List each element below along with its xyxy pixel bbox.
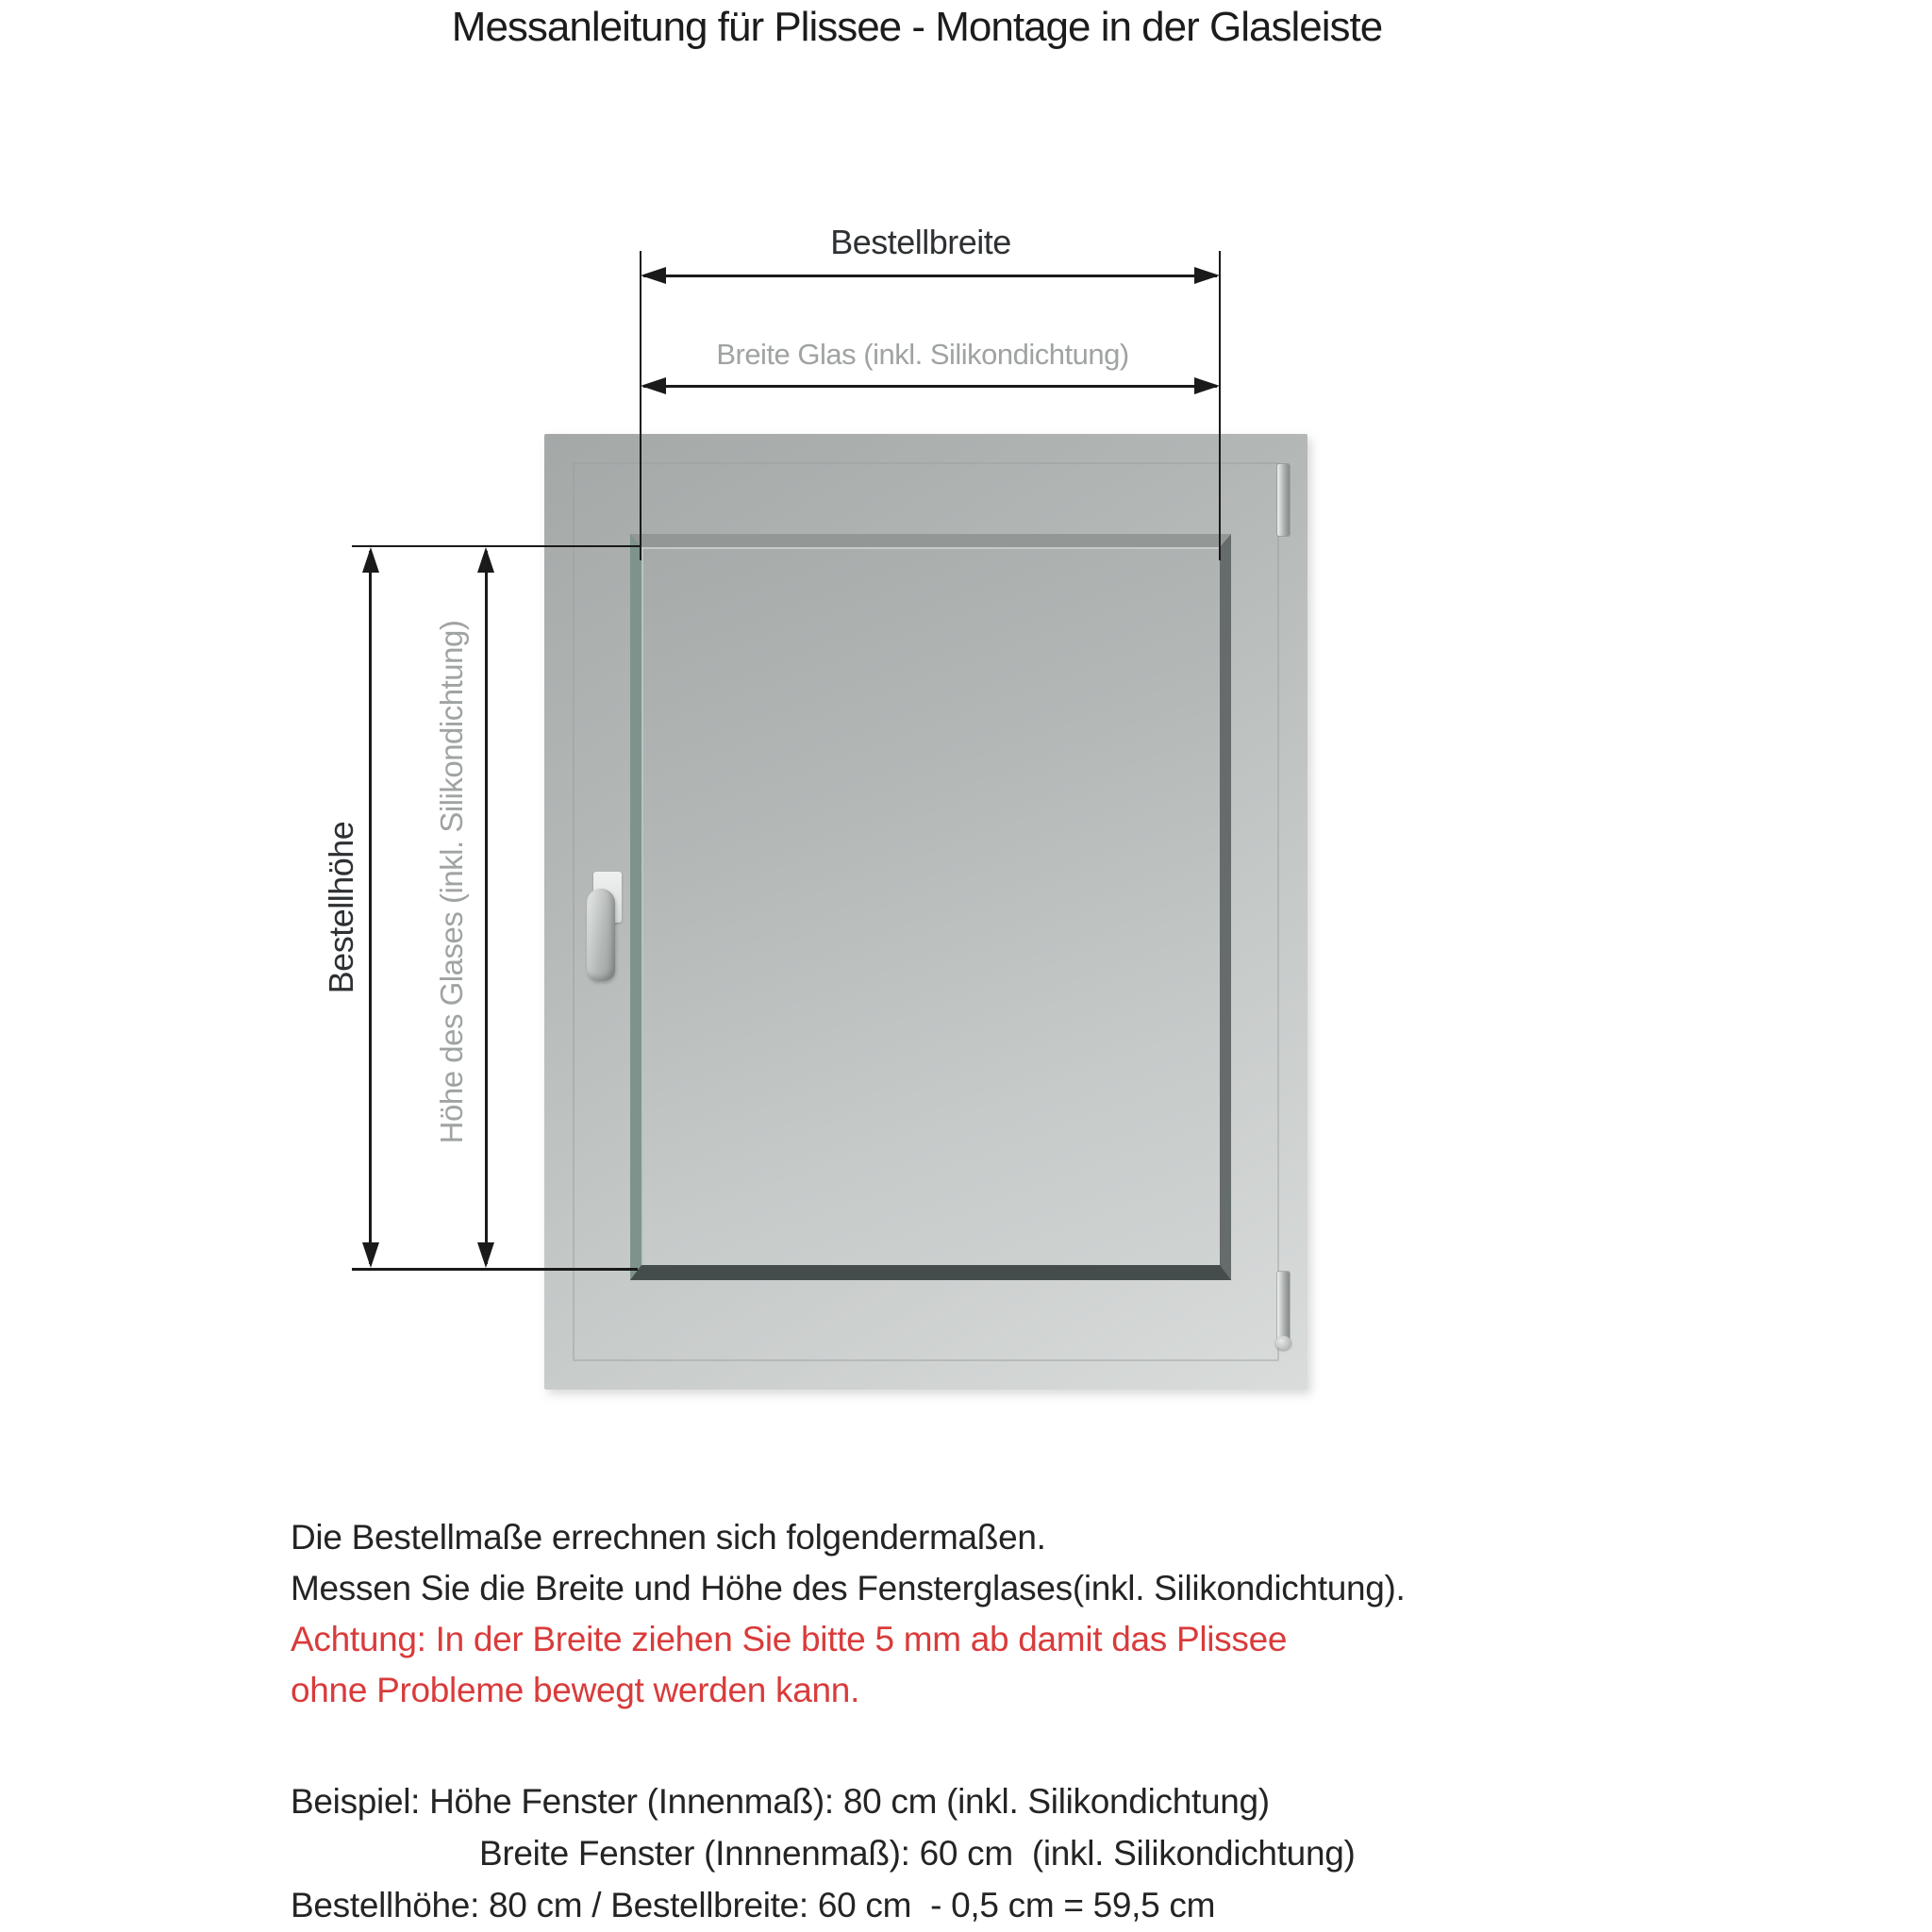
window-illustration <box>544 434 1307 1390</box>
window-handle <box>587 889 615 981</box>
bestellbreite-label: Bestellbreite <box>830 223 1011 261</box>
breite-glas-label: Breite Glas (inkl. Silikondichtung) <box>716 338 1129 371</box>
window-glass-pane <box>630 534 1231 1280</box>
extension-line-height-bottom <box>352 1268 638 1271</box>
arrowhead-up-icon <box>477 547 494 573</box>
extension-line-height-top <box>352 545 641 547</box>
breite-glas-dimension-line <box>643 385 1217 388</box>
warning-line-2: ohne Probleme bewegt werden kann. <box>291 1671 860 1709</box>
instruction-text-block <box>291 1512 1706 1716</box>
extension-line-width-right <box>1219 251 1221 560</box>
arrowhead-left-icon <box>641 267 666 284</box>
arrowhead-left-icon <box>641 377 666 394</box>
example-line-3: Bestellhöhe: 80 cm / Bestellbreite: 60 cm - 0,5 cm = 59,5 cm <box>291 1886 1216 1924</box>
example-line-1: Beispiel: Höhe Fenster (Innenmaß): 80 cm (inkl. Silikondichtung) <box>291 1782 1270 1821</box>
window-hinge-bottom <box>1277 1272 1290 1340</box>
hoehe-glas-label: Höhe des Glases (inkl. Silikondichtung) <box>434 620 469 1144</box>
example-text-block <box>291 1775 1762 1931</box>
bestellhoehe-label: Bestellhöhe <box>322 821 360 994</box>
window-hinge-top <box>1277 464 1290 536</box>
arrowhead-right-icon <box>1194 267 1220 284</box>
bestellbreite-dimension-line <box>643 275 1217 277</box>
page-title: Messanleitung für Plissee - Montage in der Glasleiste <box>451 4 1383 50</box>
window-hinge-knob <box>1275 1336 1291 1350</box>
example-line-2: Breite Fenster (Innnenmaß): 60 cm (inkl. Silikondichtung) <box>479 1834 1356 1873</box>
arrowhead-down-icon <box>477 1242 494 1268</box>
arrowhead-down-icon <box>362 1242 379 1268</box>
instruction-line-2: Messen Sie die Breite und Höhe des Fensterglases(inkl. Silikondichtung). <box>291 1569 1406 1607</box>
arrowhead-right-icon <box>1194 377 1220 394</box>
hoehe-glas-dimension-line <box>485 551 488 1264</box>
warning-line-1: Achtung: In der Breite ziehen Sie bitte 5 mm ab damit das Plissee <box>291 1620 1288 1658</box>
bestellhoehe-dimension-line <box>369 551 372 1264</box>
extension-line-width-left <box>640 251 641 560</box>
arrowhead-up-icon <box>362 547 379 573</box>
instruction-line-1: Die Bestellmaße errechnen sich folgendermaßen. <box>291 1518 1046 1557</box>
